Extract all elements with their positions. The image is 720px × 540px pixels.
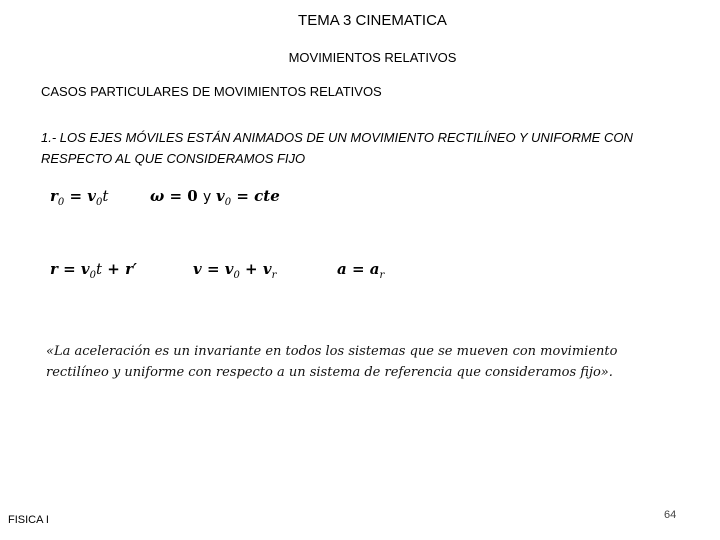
formula-omega-conj: y — [202, 189, 212, 205]
slide-title: TEMA 3 CINEMATICA — [298, 12, 447, 29]
formula-r0-lhs: r — [50, 187, 58, 205]
formula-acceleration — [337, 260, 384, 281]
formula-velocity-eq: = — [201, 260, 225, 278]
case-description: 1.- LOS EJES MÓVILES ESTÁN ANIMADOS DE UN MOVIMIENTO RECTILÍNEO Y UNIFORME CON RESPECTO AL QUE CONSIDERAMOS FIJO — [41, 130, 633, 166]
formula-r0 — [50, 187, 108, 208]
formula-velocity-lhs: v — [193, 260, 202, 278]
formula-acceleration-a: a — [369, 260, 380, 278]
formula-position — [50, 260, 137, 281]
formula-position-eq: = — [57, 260, 81, 278]
formula-velocity-b-sub: r — [271, 270, 277, 281]
formula-omega-rhs-sub: 0 — [224, 197, 232, 208]
formula-velocity-b: v — [262, 260, 272, 278]
formula-acceleration-eq: = — [346, 260, 370, 278]
formula-omega — [150, 187, 280, 208]
formula-velocity-plus: + — [239, 260, 263, 278]
formula-velocity-a-sub: 0 — [233, 270, 240, 281]
invariance-quote: «La aceleración es un invariante en todos los sistemas que se mueven con movimiento rectilíneo y uniforme con respecto a un sistema de referencia que consideramos fijo». — [46, 344, 618, 380]
footer-course-label: FISICA I — [8, 514, 49, 526]
formula-position-lhs: r — [50, 260, 58, 278]
formula-velocity-a: v — [224, 260, 234, 278]
page-number: 64 — [664, 509, 677, 521]
formula-omega-lhs: ω — [150, 187, 165, 205]
section-heading: CASOS PARTICULARES DE MOVIMIENTOS RELATIVOS — [41, 84, 382, 99]
formula-position-plus: + — [102, 260, 126, 278]
formula-r0-rhs: v — [87, 187, 97, 205]
formula-position-a-tail: t — [96, 260, 103, 278]
formula-r0-lhs-sub: 0 — [57, 197, 65, 208]
formula-r0-eq: = — [64, 187, 88, 205]
formula-omega-tail: = cte — [231, 187, 280, 205]
formula-omega-rhs: v — [216, 187, 225, 205]
slide-subtitle: MOVIMIENTOS RELATIVOS — [288, 50, 457, 65]
formula-omega-eq: = 0 — [164, 187, 203, 205]
formula-position-b: r′ — [125, 260, 137, 278]
formula-acceleration-a-sub: r — [379, 270, 385, 281]
formula-velocity — [193, 260, 276, 281]
formula-acceleration-lhs: a — [337, 260, 347, 278]
formula-position-a-sub: 0 — [89, 270, 97, 281]
formula-r0-tail: t — [102, 187, 109, 205]
formula-position-a: v — [80, 260, 90, 278]
formula-r0-rhs-sub: 0 — [96, 197, 103, 208]
